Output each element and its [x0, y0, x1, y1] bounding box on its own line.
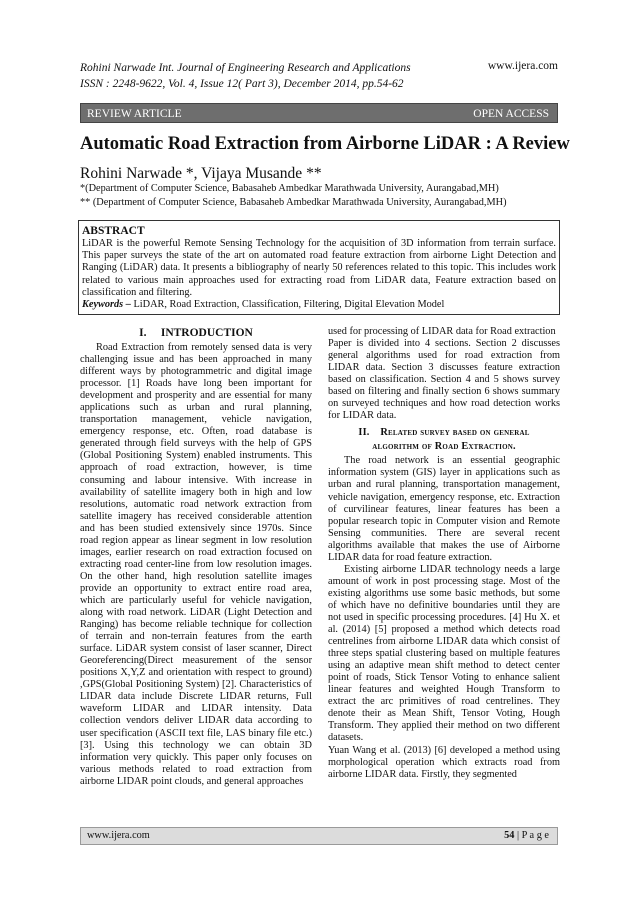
- footer-website-link[interactable]: www.ijera.com: [87, 830, 150, 841]
- page-footer: [80, 827, 558, 845]
- abstract-box: [78, 220, 560, 315]
- page-number-value: 54: [504, 830, 515, 841]
- intro-paragraph-1: Road Extraction from remotely sensed data is very challenging issue and has been approached in many different ways by photogrammetric and digital image processor. [1] Roads have long been important for development and prosperity and are essential for many applications such as urban and rural planning, transportation management, vehicle navigation, emergency response, etc. Often, road database is generated through field surveys with the help of GPS (Global Positioning System) enabled instruments. This approach of road extraction, however, is time consuming and labour intensive. With increase in availability of satellite imagery both in high and low resolutions, automatic road network extraction from satellite imagery has received considerable attention and has been studied extensively since 1970s. Since road region appear as linear segment in low resolution images, earlier research on road extraction focused on extracting road center-line from low resolution images. On the other hand, high resolution satellite images provide an opportunity to extract entire road area, which are particularly useful for vehicle navigation, along with road network. LiDAR (Light Detection and Ranging) has become reliable technique for collection of terrain and non-terrain features from the earth surface. LiDAR system consist of laser scanner, Direct Georeferencing(Direct measurement of the sensor positions X,Y,Z and orientation with respect to ground) ,GPS(Global Positioning System) [2]. Characteristics of LIDAR data include Discrete LIDAR returns, Full waveform LIDAR and LIDAR intensity. Data collection vendors deliver LIDAR data according to user specification (ASCII text file, LAS binary file etc.) [3]. Using this technology we can obtain 3D information very quickly. This paper only focuses on various methods related to road extraction from airborne LIDAR point clouds, and general approaches: [80, 342, 312, 787]
- section-2-heading: [328, 426, 560, 453]
- journal-header: [80, 60, 411, 92]
- keywords: [82, 299, 556, 311]
- section-2-heading-line2: algorithm of Road Extraction.: [372, 440, 516, 452]
- header-website-link[interactable]: www.ijera.com: [487, 60, 558, 72]
- article-banner: [80, 103, 558, 123]
- right-column: [328, 326, 560, 781]
- section-2-paragraph-2: Existing airborne LIDAR technology needs a large amount of work in post processing stage. Most of the existing algorithms use some basic methods, but some of which have no definitive boundaries until they are not used in specific processing procedures. [4] Hu X. et al. (2014) [5] proposed a method which detects road centrelines from airborne LIDAR data which consist of three steps spatial clustering based on multiple features using an adaptive mean shift method to detect center point of roads, Stick Tensor Voting to enhance salient linear features and weighted Hough Transform to extract the arc primitives of road centrelines. They denote their as Mean Shift, Tensor Voting, Hough Transform. They applied their method on two different datasets.: [328, 563, 560, 744]
- page-number: [504, 828, 549, 844]
- section-2-number: II.: [358, 427, 370, 439]
- section-2-paragraph-3: Yuan Wang et al. (2013) [6] developed a method using morphological operation which extracts road from airborne LIDAR data. Firstly, they segmented: [328, 744, 560, 780]
- paper-authors: Rohini Narwade *, Vijaya Musande **: [80, 165, 322, 182]
- journal-issn: ISSN : 2248-9622, Vol. 4, Issue 12( Part 3), December 2014, pp.54-62: [80, 78, 404, 90]
- open-access-label: OPEN ACCESS: [473, 108, 549, 120]
- affiliation-1: *(Department of Computer Science, Babasaheb Ambedkar Marathwada University, Aurangabad,MH): [80, 183, 499, 194]
- page-number-suffix: | P a g e: [514, 830, 549, 841]
- keywords-label: Keywords –: [82, 299, 131, 311]
- abstract-text: LiDAR is the powerful Remote Sensing Technology for the acquisition of 3D information from terrain surface. This paper surveys the state of the art on automated road feature extraction from airborne Light Detection and Ranging (LiDAR) data. It presents a bibliography of nearly 50 references related to this topic. This includes work related to various main approaches used for extracting road from LiDAR data, Feature extraction based on classification and filtering.: [82, 238, 556, 298]
- journal-citation: Rohini Narwade Int. Journal of Engineering Research and Applications: [80, 62, 411, 74]
- intro-paragraph-2: used for processing of LIDAR data for Road extraction: [328, 326, 556, 337]
- section-2-heading-line1: Related survey based on general: [380, 427, 530, 439]
- keywords-list: LiDAR, Road Extraction, Classification, Filtering, Digital Elevation Model: [130, 299, 445, 311]
- article-type-label: REVIEW ARTICLE: [87, 108, 182, 120]
- affiliation-2: ** (Department of Computer Science, Babasaheb Ambedkar Marathwada University, Aurangabad,MH): [80, 197, 507, 208]
- left-column: [80, 326, 312, 788]
- section-2-paragraph-1: The road network is an essential geographic information system (GIS) layer in applications such as urban and rural planning, transportation management, vehicle navigation, emergency response, etc. Extraction of curvilinear features, linear features has been a popular research topic in Computer vision and Remote Sensing communities. There are several recent algorithms available that makes the use of Airborne LIDAR data for road feature extraction.: [328, 455, 560, 563]
- abstract-heading: ABSTRACT: [82, 225, 145, 237]
- intro-paragraph-3: Paper is divided into 4 sections. Section 2 discusses general algorithms used for road extraction from LIDAR data. Section 3 discusses feature extraction based on classification. Section 4 and 5 shows survey based on filtering and finally section 6 shows summary on surveyed techniques and how road detection works for LIDAR data.: [328, 338, 560, 422]
- section-1-heading: I. INTRODUCTION: [139, 327, 253, 339]
- paper-title: Automatic Road Extraction from Airborne LiDAR : A Review: [80, 134, 570, 154]
